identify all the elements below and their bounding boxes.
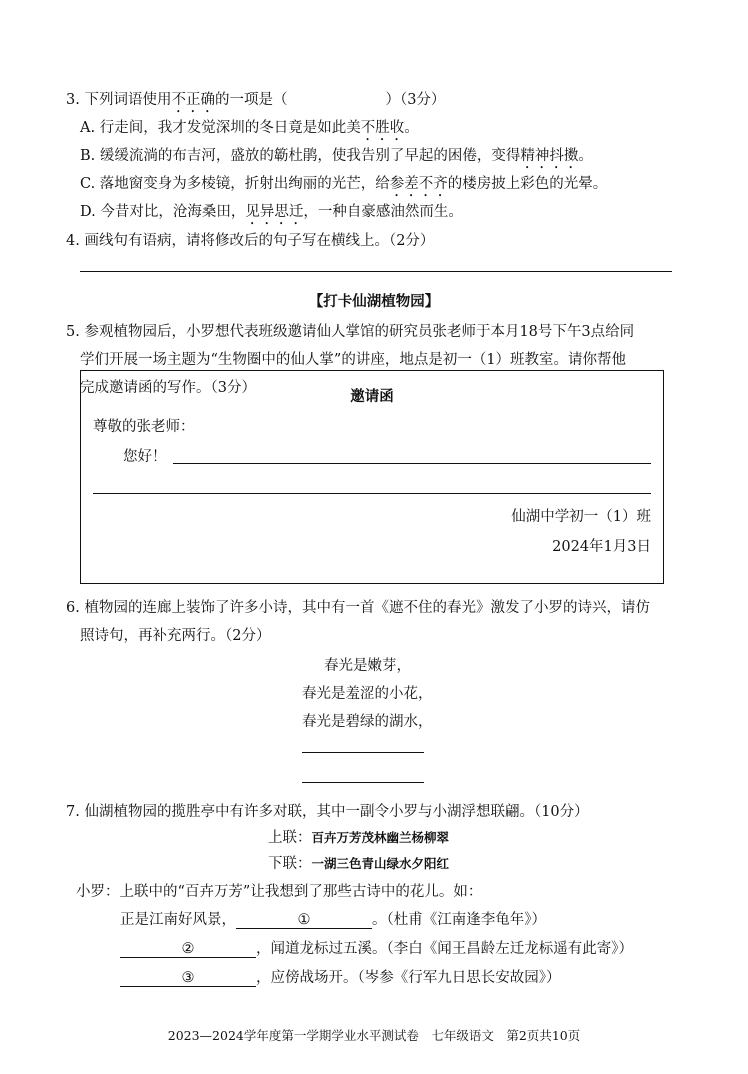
q7-line-3: [120, 966, 561, 987]
option-text: D. 今昔对比，沧海桑田，: [80, 204, 246, 220]
q3-option-d[interactable]: [80, 200, 463, 228]
poem-answer-line-1[interactable]: [302, 752, 424, 753]
letter-salutation: 尊敬的张老师：: [93, 419, 195, 435]
couplet-upper-text: 百卉万芳茂林幽兰杨柳翠: [311, 830, 450, 845]
q3-option-b[interactable]: [80, 144, 593, 172]
q6-prompt-line1: 6. 植物园的连廊上装饰了许多小诗，其中有一首《遮不住的春光》激发了小罗的诗兴，请仿: [66, 600, 650, 616]
q5-prompt-line3: 完成邀请函的写作。（3分）: [80, 380, 256, 396]
q7-line3-text: ，应傍战场开。（岑参《行军九日思长安故园》）: [256, 970, 561, 986]
q6-prompt-line2: 照诗句，再补充两行。（2分）: [80, 628, 271, 644]
option-emphasis: 精神抖擞: [520, 148, 579, 164]
option-text: 。: [578, 148, 593, 164]
q4-answer-line[interactable]: [80, 271, 672, 272]
option-text: B. 缓缓流淌的布吉河，盛放的簕杜鹃，使我告别了早起的困倦，变得: [80, 148, 521, 164]
couplet-lower-text: 一湖三色青山绿水夕阳红: [311, 856, 450, 871]
poem-line-2: 春光是羞涩的小花，: [302, 686, 433, 702]
letter-title: 邀请函: [350, 388, 394, 405]
couplet-lower-label: 下联：: [268, 856, 312, 872]
option-text: C. 落地窗变身为多棱镜，折射出绚丽的光芒，给: [80, 176, 390, 192]
q3-prompt-text-2: 的一项是（: [214, 92, 288, 108]
poem-line-3: 春光是碧绿的湖水，: [302, 714, 433, 730]
q3-option-c[interactable]: [80, 172, 607, 200]
section-title: 【打卡仙湖植物园】: [308, 293, 440, 310]
option-text: 。: [404, 120, 419, 136]
page-footer: 2023—2024学年度第一学期学业水平测试卷 七年级语文 第2页共10页: [167, 1028, 581, 1043]
option-emphasis: 不胜收: [360, 120, 405, 136]
q7-blank-2[interactable]: ②: [120, 941, 256, 958]
letter-answer-line-2[interactable]: [93, 493, 651, 494]
q7-intro: 小罗：上联中的“百卉万芳”让我想到了那些古诗中的花儿。如：: [76, 884, 483, 900]
letter-date: 2024年1月3日: [552, 539, 651, 555]
letter-signature: 仙湖中学初一（1）班: [511, 509, 651, 525]
q3-option-a[interactable]: [80, 116, 419, 144]
q3-prompt: [66, 88, 445, 116]
q5-prompt-line2: 学们开展一场主题为“生物圈中的仙人掌”的讲座，地点是初一（1）班教室。请你帮他: [80, 352, 627, 368]
letter-greeting: 您好！: [123, 449, 167, 465]
q4-prompt: 4. 画线句有语病，请将修改后的句子写在横线上。（2分）: [66, 233, 435, 249]
q7-line2-text: ，闻道龙标过五溪。（李白《闻王昌龄左迁龙标遥有此寄》）: [256, 941, 633, 957]
q7-line-2: [120, 937, 633, 958]
q5-prompt-line1: 5. 参观植物园后，小罗想代表班级邀请仙人掌馆的研究员张老师于本月18号下午3点给同: [66, 324, 635, 340]
invitation-letter-box: [80, 370, 664, 584]
couplet-upper: [268, 826, 449, 847]
q7-blank-1[interactable]: ①: [236, 912, 372, 929]
q7-line1-source: 。（杜甫《江南逢李龟年》）: [372, 912, 546, 928]
option-text: A. 行走间，我才发觉深圳的冬日竟是如此美: [80, 120, 361, 136]
poem-answer-line-2[interactable]: [302, 782, 424, 783]
option-emphasis: 参差不齐: [389, 176, 448, 192]
q7-blank-3[interactable]: ③: [120, 970, 256, 987]
option-text: ，一种自豪感油然而生。: [303, 204, 463, 220]
poem-line-1: 春光是嫩芽，: [324, 658, 411, 674]
q7-line1-text: 正是江南好风景，: [120, 912, 236, 928]
letter-answer-line-1[interactable]: [173, 463, 651, 464]
couplet-upper-label: 上联：: [268, 830, 312, 846]
couplet-lower: [268, 852, 449, 873]
q3-prompt-text: 3. 下列词语使用: [66, 92, 172, 108]
q7-prompt: 7. 仙湖植物园的揽胜亭中有许多对联，其中一副令小罗与小湖浮想联翩。（10分）: [66, 804, 589, 820]
q3-emphasis: 不正确: [171, 92, 215, 108]
option-emphasis: 见异思迁: [245, 204, 304, 220]
option-text: 的楼房披上彩色的光晕。: [447, 176, 608, 192]
q3-score: ）（3分）: [385, 92, 446, 108]
q7-line-1: [120, 908, 546, 929]
